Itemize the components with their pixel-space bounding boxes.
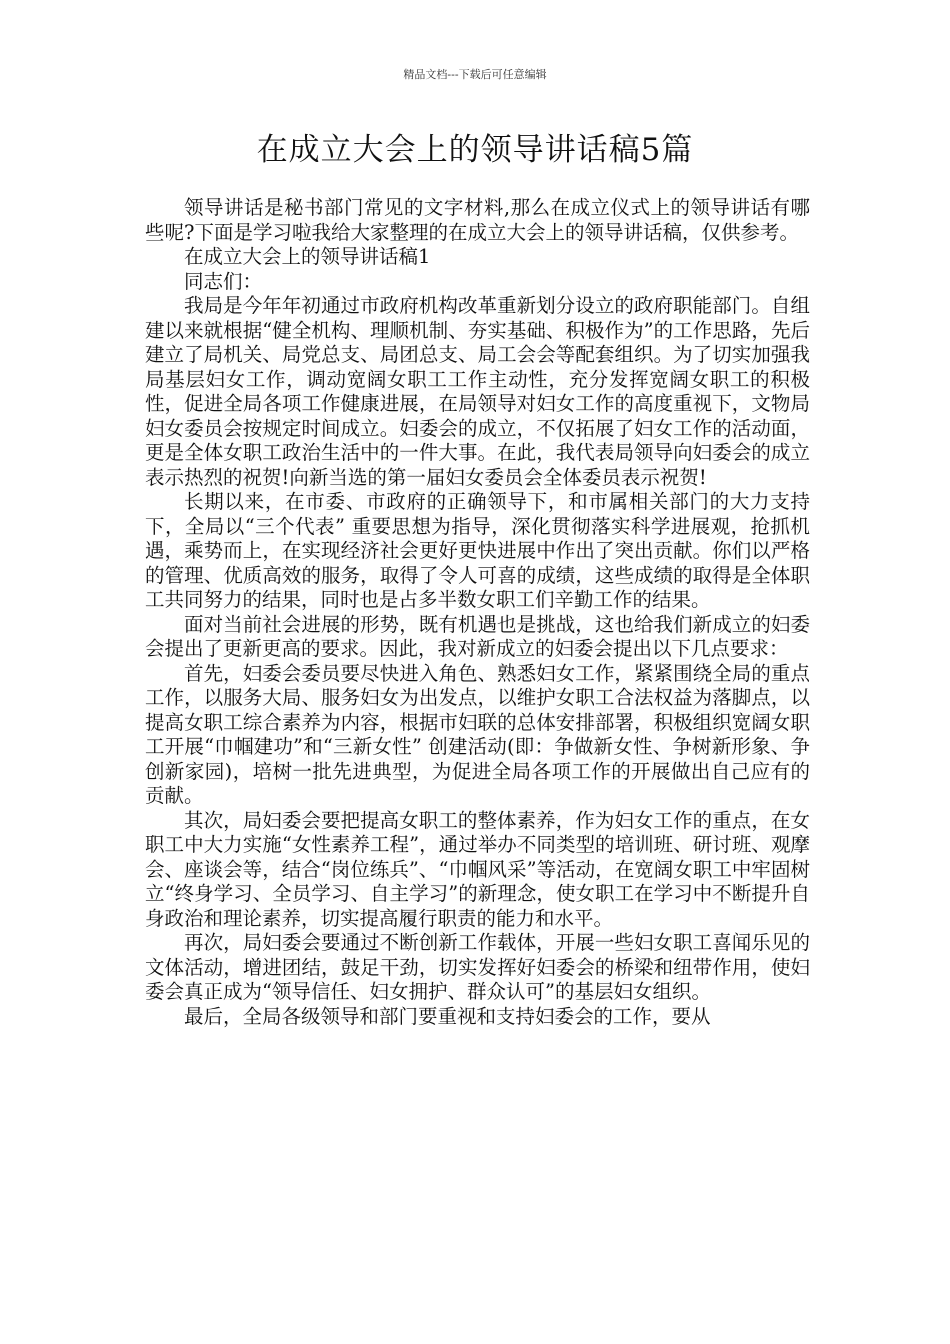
paragraph: 最后，全局各级领导和部门要重视和支持妇委会的工作，要从 [184, 1004, 711, 1028]
section-heading: 在成立大会上的领导讲话稿1 [184, 245, 431, 268]
header-note: 精品文档---下载后可任意编辑 [403, 68, 547, 81]
paragraph: 长期以来，在市委、市政府的正确领导下，和市属相关部门的大力支持下，全局以“三个代表” 重要思想为指导，深化贯彻落实科学进展观，抢抓机遇，乘势而上，在实现经济社会更好更快进展中作出了突出贡献。你们以严格的管理、优质高效的服务，取得了令人可喜的成绩，这些成绩的取得是全体职工共同努力的结果，同时也是占多半数女职工们辛勤工作的结果。 [145, 490, 810, 611]
paragraph: 其次，局妇委会要把提高女职工的整体素养，作为妇女工作的重点，在女职工中大力实施“女性素养工程”，通过举办不同类型的培训班、研讨班、观摩会、座谈会等，结合“岗位练兵”、“巾帼风采”等活动，在宽阔女职工中牢固树立“终身学习、全员学习、自主学习”的新理念，使女职工在学习中不断提升自身政治和理论素养，切实提高履行职责的能力和水平。 [145, 808, 810, 930]
document-title: 在成立大会上的领导讲话稿5篇 [256, 132, 694, 168]
salutation: 同志们： [184, 269, 263, 293]
paragraph-intro: 领导讲话是秘书部门常见的文字材料,那么在成立仪式上的领导讲话有哪些呢?下面是学习啦我给大家整理的在成立大会上的领导讲话稿，仅供参考。 [145, 196, 810, 244]
paragraph: 面对当前社会进展的形势，既有机遇也是挑战，这也给我们新成立的妇委会提出了更新更高的要求。因此，我对新成立的妇委会提出以下几点要求： [145, 612, 810, 660]
paragraph: 首先，妇委会委员要尽快进入角色、熟悉妇女工作，紧紧围绕全局的重点工作，以服务大局、服务妇女为出发点，以维护女职工合法权益为落脚点，以提高女职工综合素养为内容，根据市妇联的总体安排部署，积极组织宽阔女职工开展“巾帼建功”和“三新女性” 创建活动(即：争做新女性、争树新形象、争创新家园)，培树一批先进典型，为促进全局各项工作的开展做出自己应有的贡献。 [145, 661, 810, 807]
paragraph: 我局是今年年初通过市政府机构改革重新划分设立的政府职能部门。自组建以来就根据“健全机构、理顺机制、夯实基础、积极作为”的工作思路，先后建立了局机关、局党总支、局团总支、局工会会等配套组织。为了切实加强我局基层妇女工作，调动宽阔女职工工作主动性，充分发挥宽阔女职工的积极性，促进全局各项工作健康进展，在局领导对妇女工作的高度重视下，文物局妇女委员会按规定时间成立。妇委会的成立，不仅拓展了妇女工作的活动面，更是全体女职工政治生活中的一件大事。在此，我代表局领导向妇委会的成立表示热烈的祝贺!向新当选的第一届妇女委员会全体委员表示祝贺! [145, 294, 810, 489]
document-body [145, 196, 810, 1029]
paragraph: 再次，局妇委会要通过不断创新工作载体，开展一些妇女职工喜闻乐见的文体活动，增进团结，鼓足干劲，切实发挥好妇委会的桥梁和纽带作用，使妇委会真正成为“领导信任、妇女拥护、群众认可”的基层妇女组织。 [145, 931, 810, 1003]
